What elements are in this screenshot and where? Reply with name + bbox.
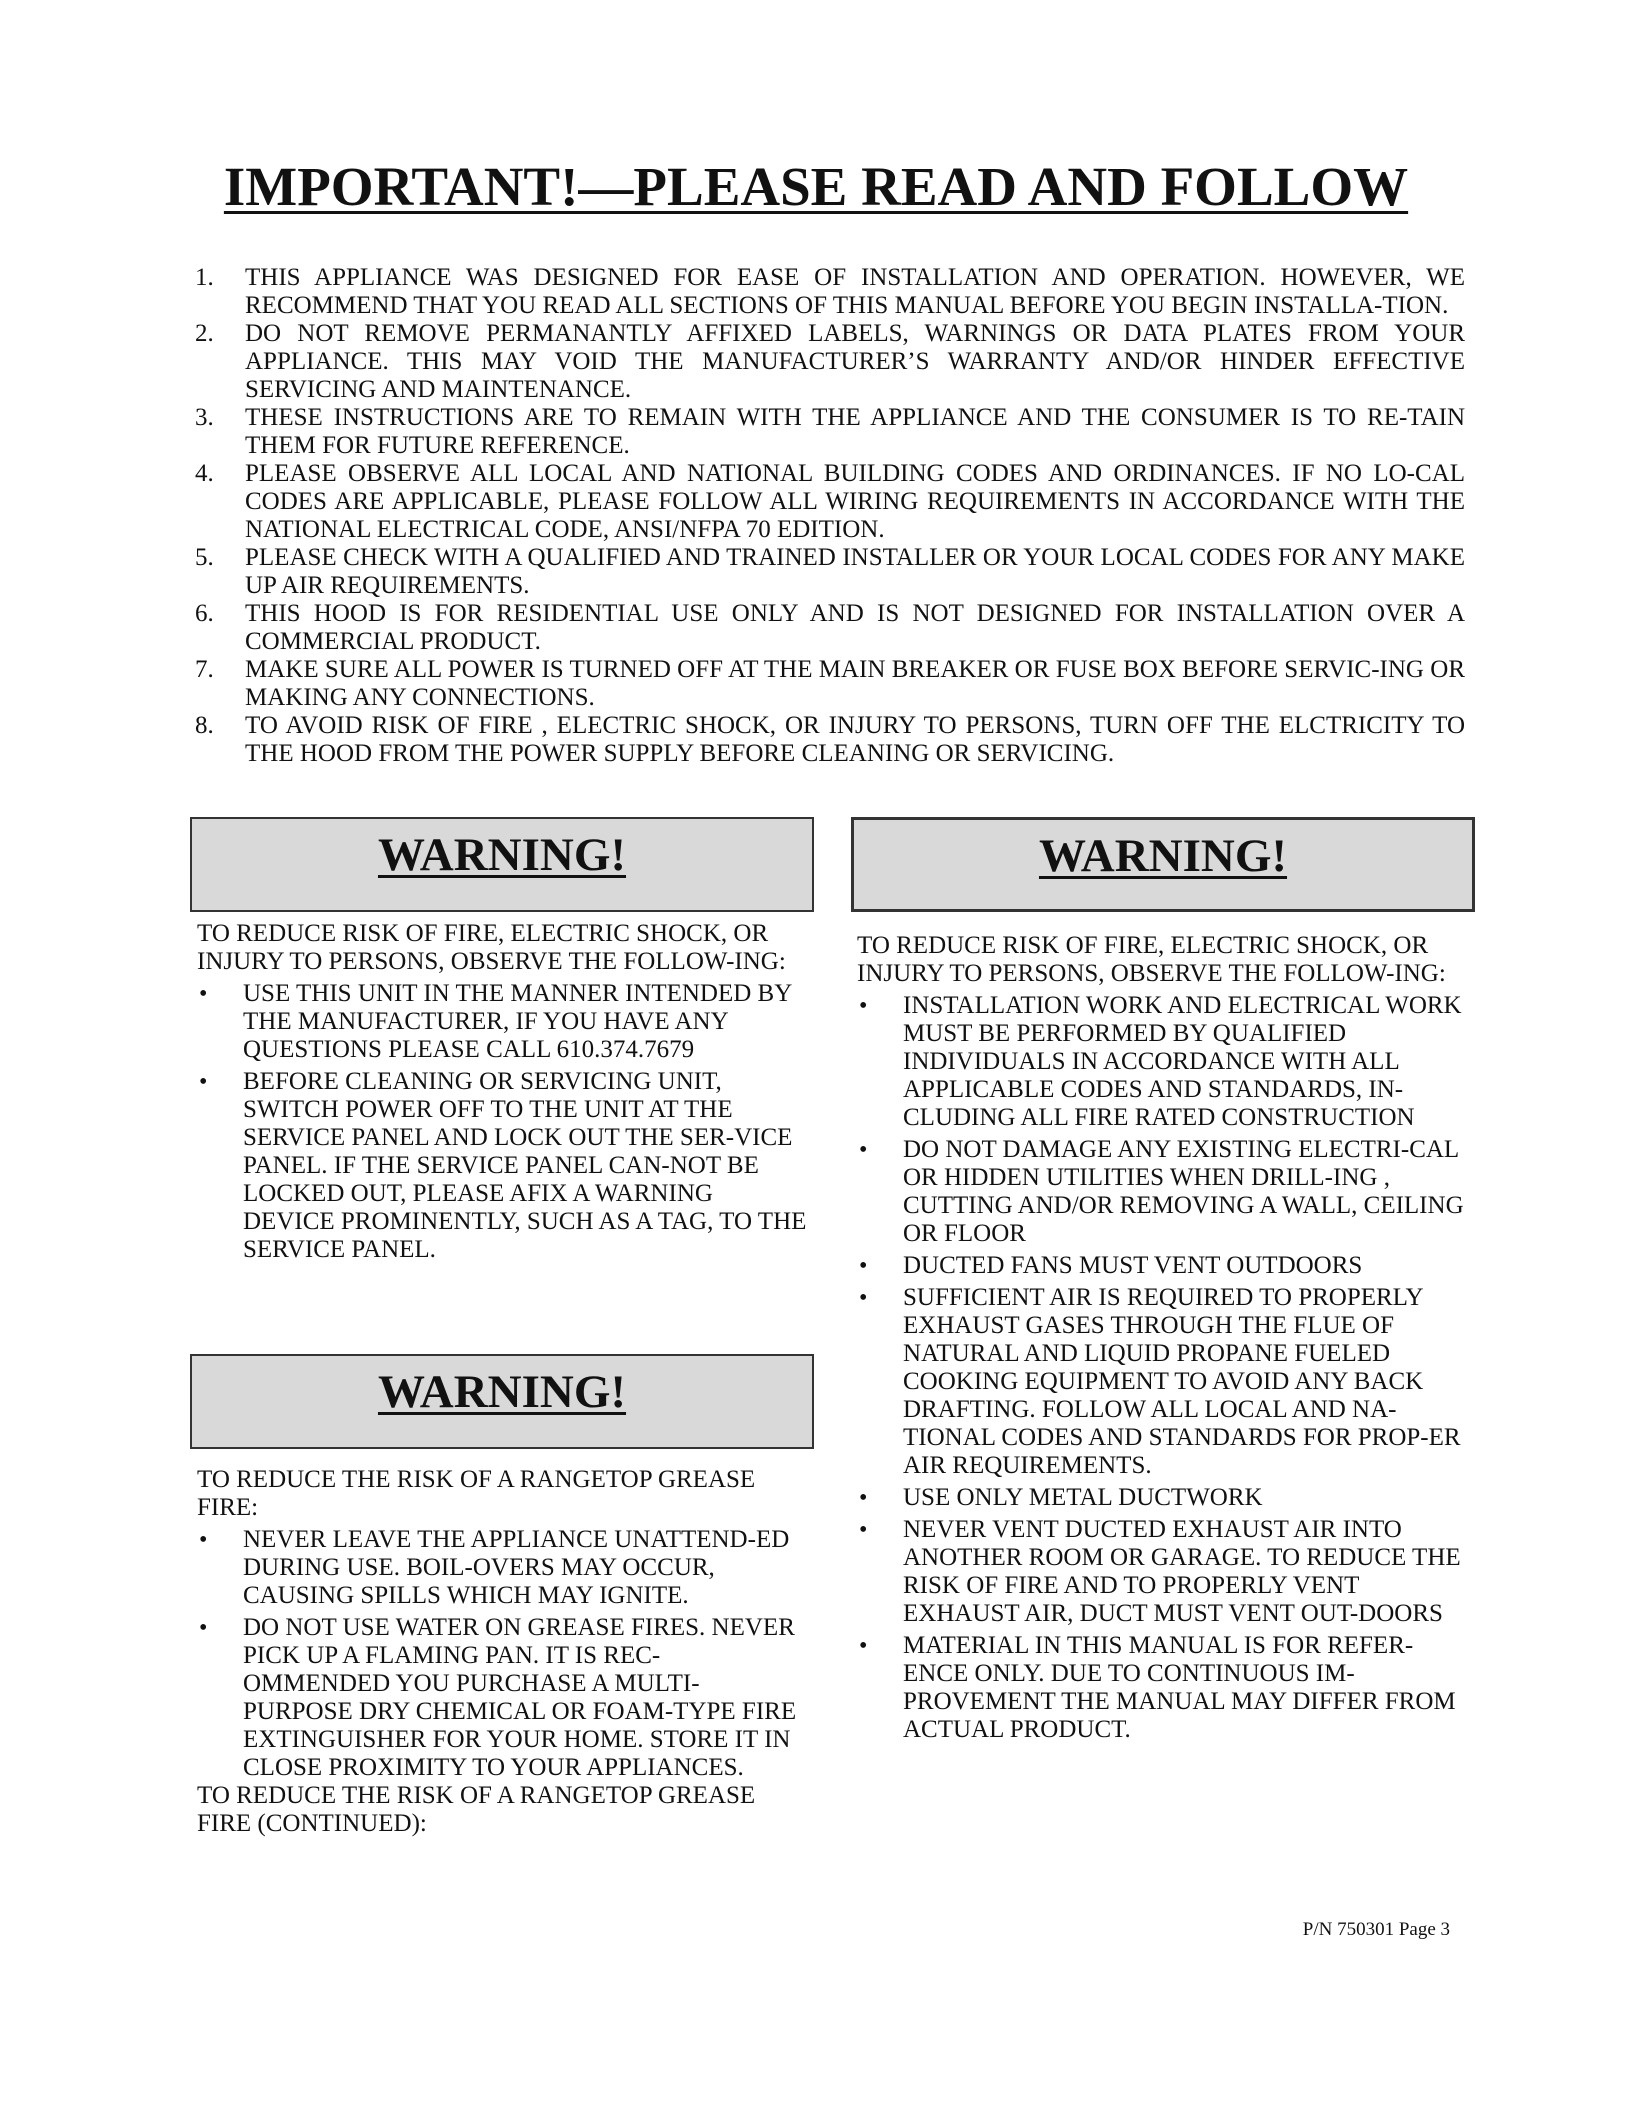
list-item — [195, 656, 1465, 712]
list-item — [857, 1136, 1477, 1248]
warning-intro: TO REDUCE THE RISK OF A RANGETOP GREASE FIRE: — [197, 1466, 756, 1521]
item-number: 8. — [195, 712, 214, 739]
warning-box-electric — [190, 817, 814, 912]
warning-heading: WARNING! — [1038, 830, 1288, 882]
bullet-text: DO NOT USE WATER ON GREASE FIRES. NEVER PICK UP A FLAMING PAN. IT IS REC-OMMENDED YOU PURCHASE A MULTI-PURPOSE DRY CHEMICAL OR FOAM-TYPE FIRE EXTINGUISHER FOR YOUR HOME. STORE IT IN CLOSE PROXIMITY TO YOUR APPLIANCES. — [243, 1614, 797, 1781]
bullet-icon: • — [199, 1069, 208, 1095]
list-item — [195, 712, 1465, 768]
bullet-text: DO NOT DAMAGE ANY EXISTING ELECTRI-CAL OR HIDDEN UTILITIES WHEN DRILL-ING , CUTTING AND/OR REMOVING A WALL, CEILING OR FLOOR — [903, 1136, 1464, 1247]
list-item — [857, 1484, 1477, 1512]
warning-electric-text — [197, 920, 807, 1268]
bullet-icon: • — [859, 1253, 868, 1279]
warning-grease-fire-text — [197, 1466, 807, 1838]
bullet-list — [197, 1526, 807, 1782]
bullet-icon: • — [859, 1485, 868, 1511]
list-item — [857, 1632, 1477, 1744]
item-text: THIS HOOD IS FOR RESIDENTIAL USE ONLY AND IS NOT DESIGNED FOR INSTALLATION OVER A COMMERCIAL PRODUCT. — [245, 600, 1465, 655]
bullet-text: MATERIAL IN THIS MANUAL IS FOR REFER-ENCE ONLY. DUE TO CONTINUOUS IM-PROVEMENT THE MANUAL MAY DIFFER FROM ACTUAL PRODUCT. — [903, 1632, 1456, 1743]
page-footer: P/N 750301 Page 3 — [1302, 1919, 1450, 1940]
warning-intro: TO REDUCE RISK OF FIRE, ELECTRIC SHOCK, OR INJURY TO PERSONS, OBSERVE THE FOLLOW-ING: — [857, 932, 1446, 987]
instructions-list — [195, 264, 1465, 768]
bullet-text: NEVER LEAVE THE APPLIANCE UNATTEND-ED DURING USE. BOIL-OVERS MAY OCCUR, CAUSING SPILLS WHICH MAY IGNITE. — [243, 1526, 790, 1609]
item-number: 7. — [195, 656, 214, 683]
bullet-text: SUFFICIENT AIR IS REQUIRED TO PROPERLY EXHAUST GASES THROUGH THE FLUE OF NATURAL AND LIQUID PROPANE FUELED COOKING EQUIPMENT TO AVOID ANY BACK DRAFTING. FOLLOW ALL LOCAL AND NA-TIONAL CODES AND STANDARDS FOR PROP-ER AIR REQUIREMENTS. — [903, 1284, 1461, 1479]
list-item — [195, 460, 1465, 544]
item-number: 1. — [195, 264, 214, 291]
list-item — [197, 980, 807, 1064]
item-text: PLEASE OBSERVE ALL LOCAL AND NATIONAL BUILDING CODES AND ORDINANCES. IF NO LO-CAL CODES ARE APPLICABLE, PLEASE FOLLOW ALL WIRING REQUIREMENTS IN ACCORDANCE WITH THE NATIONAL ELECTRICAL CODE, ANSI/NFPA 70 EDITION. — [245, 460, 1465, 543]
list-item — [857, 1252, 1477, 1280]
bullet-list — [197, 980, 807, 1264]
bullet-icon: • — [859, 1285, 868, 1311]
bullet-text: INSTALLATION WORK AND ELECTRICAL WORK MUST BE PERFORMED BY QUALIFIED INDIVIDUALS IN ACCORDANCE WITH ALL APPLICABLE CODES AND STANDARDS, IN-CLUDING ALL FIRE RATED CONSTRUCTION — [903, 992, 1462, 1131]
bullet-text: BEFORE CLEANING OR SERVICING UNIT, SWITCH POWER OFF TO THE UNIT AT THE SERVICE PANEL AND LOCK OUT THE SER-VICE PANEL. IF THE SERVICE PANEL CAN-NOT BE LOCKED OUT, PLEASE AFIX A WARNING DEVICE PROMINENTLY, SUCH AS A TAG, TO THE SERVICE PANEL. — [243, 1068, 807, 1263]
warning-box-installation — [851, 817, 1475, 912]
bullet-icon: • — [199, 1527, 208, 1553]
item-text: THESE INSTRUCTIONS ARE TO REMAIN WITH THE APPLIANCE AND THE CONSUMER IS TO RE-TAIN THEM FOR FUTURE REFERENCE. — [245, 404, 1465, 459]
continued-note: TO REDUCE THE RISK OF A RANGETOP GREASE FIRE (CONTINUED): — [197, 1782, 756, 1837]
list-item — [195, 404, 1465, 460]
list-item — [197, 1526, 807, 1610]
list-item — [195, 600, 1465, 656]
warning-installation-text — [857, 932, 1477, 1748]
item-number: 4. — [195, 460, 214, 487]
bullet-text: USE ONLY METAL DUCTWORK — [903, 1484, 1263, 1511]
list-item — [857, 1516, 1477, 1628]
page-title: IMPORTANT!—PLEASE READ AND FOLLOW — [223, 156, 1409, 217]
bullet-icon: • — [859, 1517, 868, 1543]
list-item — [197, 1068, 807, 1264]
item-text: MAKE SURE ALL POWER IS TURNED OFF AT THE MAIN BREAKER OR FUSE BOX BEFORE SERVIC-ING OR MAKING ANY CONNECTIONS. — [245, 656, 1465, 711]
bullet-text: DUCTED FANS MUST VENT OUTDOORS — [903, 1252, 1363, 1279]
item-text: TO AVOID RISK OF FIRE , ELECTRIC SHOCK, OR INJURY TO PERSONS, TURN OFF THE ELCTRICITY TO THE HOOD FROM THE POWER SUPPLY BEFORE CLEANING OR SERVICING. — [245, 712, 1465, 767]
item-number: 3. — [195, 404, 214, 431]
list-item — [195, 264, 1465, 320]
list-item — [857, 1284, 1477, 1480]
item-number: 6. — [195, 600, 214, 627]
warning-intro: TO REDUCE RISK OF FIRE, ELECTRIC SHOCK, OR INJURY TO PERSONS, OBSERVE THE FOLLOW-ING: — [197, 920, 786, 975]
list-item — [195, 544, 1465, 600]
list-item — [195, 320, 1465, 404]
item-number: 5. — [195, 544, 214, 571]
bullet-icon: • — [199, 1615, 208, 1641]
bullet-text: USE THIS UNIT IN THE MANNER INTENDED BY THE MANUFACTURER, IF YOU HAVE ANY QUESTIONS PLEASE CALL 610.374.7679 — [243, 980, 792, 1063]
item-number: 2. — [195, 320, 214, 347]
bullet-list — [857, 992, 1477, 1744]
item-text: PLEASE CHECK WITH A QUALIFIED AND TRAINED INSTALLER OR YOUR LOCAL CODES FOR ANY MAKE UP AIR REQUIREMENTS. — [245, 544, 1465, 599]
warning-box-grease-fire — [190, 1354, 814, 1449]
list-item — [857, 992, 1477, 1132]
bullet-text: NEVER VENT DUCTED EXHAUST AIR INTO ANOTHER ROOM OR GARAGE. TO REDUCE THE RISK OF FIRE AND TO PROPERLY VENT EXHAUST AIR, DUCT MUST VENT OUT-DOORS — [903, 1516, 1461, 1627]
warning-heading: WARNING! — [377, 829, 627, 881]
list-item — [197, 1614, 807, 1782]
bullet-icon: • — [859, 1633, 868, 1659]
item-text: THIS APPLIANCE WAS DESIGNED FOR EASE OF INSTALLATION AND OPERATION. HOWEVER, WE RECOMMEND THAT YOU READ ALL SECTIONS OF THIS MANUAL BEFORE YOU BEGIN INSTALLA-TION. — [245, 264, 1465, 319]
bullet-icon: • — [859, 993, 868, 1019]
bullet-icon: • — [859, 1137, 868, 1163]
item-text: DO NOT REMOVE PERMANANTLY AFFIXED LABELS, WARNINGS OR DATA PLATES FROM YOUR APPLIANCE. THIS MAY VOID THE MANUFACTURER’S WARRANTY AND/OR HINDER EFFECTIVE SERVICING AND MAINTENANCE. — [245, 320, 1465, 403]
warning-heading: WARNING! — [377, 1366, 627, 1418]
bullet-icon: • — [199, 981, 208, 1007]
